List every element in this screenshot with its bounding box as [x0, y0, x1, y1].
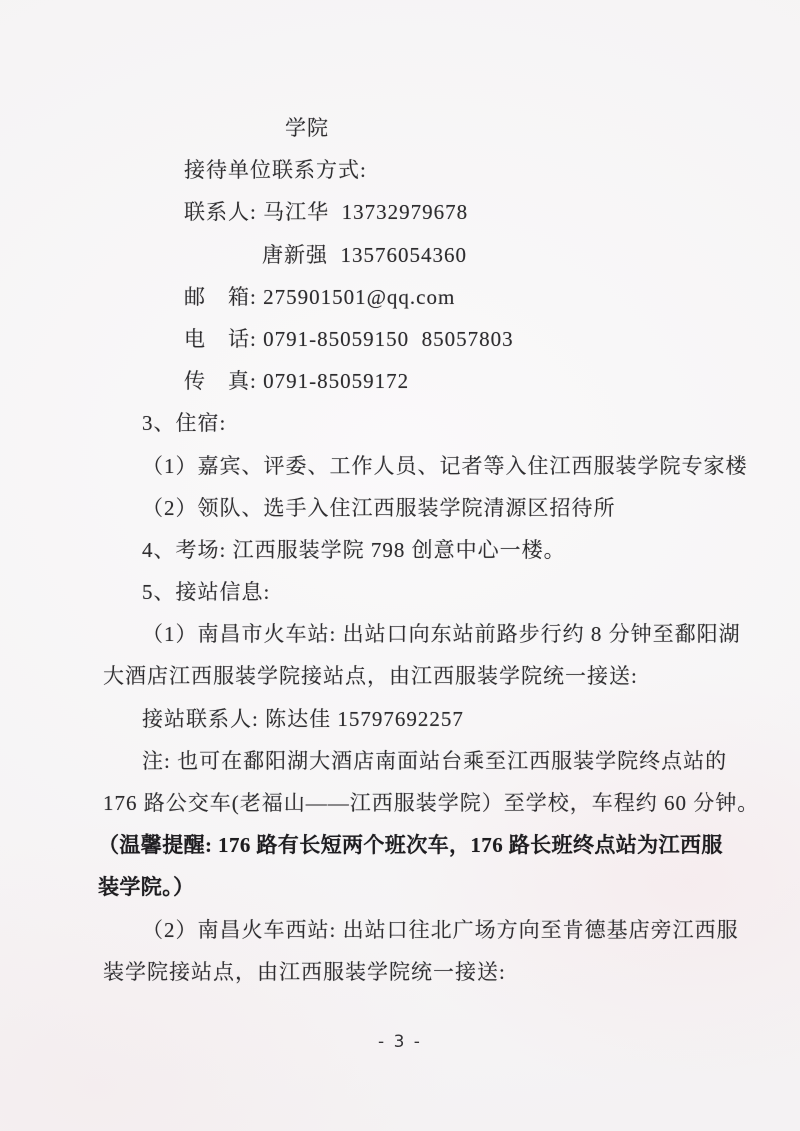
warm-reminder-cont-line: 装学院。）: [98, 875, 195, 900]
bus-note-line: 注: 也可在鄱阳湖大酒店南面站台乘至江西服装学院终点站的: [142, 748, 728, 773]
pickup-station-1-cont-line: 大酒店江西服装学院接站点，由江西服装学院统一接送:: [103, 664, 638, 689]
wrapped-line-college: 学院: [285, 116, 329, 140]
bus-note-cont-line: 176 路公交车(老福山——江西服装学院）至学校，车程约 60 分钟。: [103, 791, 760, 815]
section-4-exam-venue: 4、考场: 江西服装学院 798 创意中心一楼。: [142, 537, 566, 562]
contact-person-1-line: 联系人: 马江华 13732979678: [184, 200, 469, 225]
section-5-pickup-heading: 5、接站信息:: [142, 580, 271, 605]
page-number: - 3 -: [378, 1031, 422, 1052]
pickup-station-1-line: （1）南昌市火车站: 出站口向东站前路步行约 8 分钟至鄱阳湖: [142, 622, 741, 647]
pickup-contact-line: 接站联系人: 陈达佳 15797692257: [142, 706, 464, 731]
accommodation-item-2: （2）领队、选手入住江西服装学院清源区招待所: [142, 495, 616, 520]
pickup-station-2-line: （2）南昌火车西站: 出站口往北广场方向至肯德基店旁江西服: [142, 917, 739, 942]
warm-reminder-line: （温馨提醒: 176 路有长短两个班次车，176 路长班终点站为江西服: [98, 833, 723, 858]
section-3-accommodation: 3、住宿:: [142, 411, 227, 436]
pickup-station-2-cont-line: 装学院接站点，由江西服装学院统一接送:: [103, 959, 506, 984]
contact-section-heading: 接待单位联系方式:: [184, 158, 367, 183]
contact-phone-line: 电 话: 0791-85059150 85057803: [184, 326, 514, 351]
contact-fax-line: 传 真: 0791-85059172: [184, 369, 410, 394]
contact-person-2-line: 唐新强 13576054360: [262, 242, 467, 267]
contact-email-line: 邮 箱: 275901501@qq.com: [184, 284, 456, 309]
accommodation-item-1: （1）嘉宾、评委、工作人员、记者等入住江西服装学院专家楼: [142, 453, 748, 478]
